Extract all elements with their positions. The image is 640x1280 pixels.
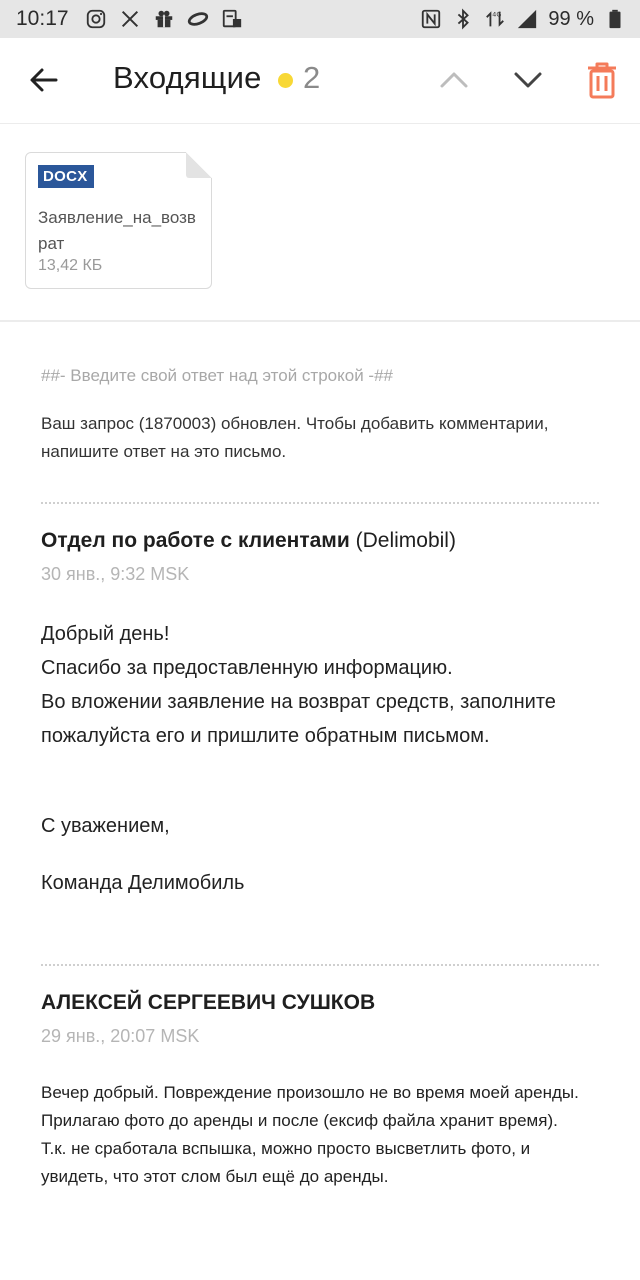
back-button[interactable] [26, 62, 62, 98]
chevron-up-icon [436, 62, 472, 98]
attachment-card[interactable] [25, 152, 212, 289]
bluetooth-icon [452, 8, 474, 30]
message-closing: С уважением, [41, 815, 170, 837]
message-body [41, 1079, 601, 1191]
sim-card-icon [221, 8, 243, 30]
message-sender [41, 991, 375, 1015]
message-line: Т.к. не сработала вспышка, можно просто высветлить фото, и увидеть, что этот слом был ещё до аренды. [41, 1139, 531, 1186]
previous-message-button[interactable] [436, 62, 472, 98]
arrow-left-icon [26, 62, 62, 98]
gift-icon [153, 8, 175, 30]
message-date: 29 янв., 20:07 MSK [41, 1026, 200, 1046]
message-signature: Команда Делимобиль [41, 872, 245, 894]
chevron-down-icon [510, 62, 546, 98]
message-line: Спасибо за предоставленную информацию. [41, 657, 453, 679]
sender-name: Отдел по работе с клиентами [41, 529, 350, 552]
reply-separator-line: ##- Введите свой ответ над этой строкой -## [41, 366, 393, 385]
status-bar [0, 0, 640, 38]
x-logo-icon [119, 8, 141, 30]
next-message-button[interactable] [510, 62, 546, 98]
signal-icon [516, 8, 538, 30]
instagram-icon [85, 8, 107, 30]
svg-text:4G: 4G [492, 10, 502, 19]
trash-icon [584, 60, 620, 100]
attachment-name: Заявление_на_возврат [38, 208, 196, 253]
battery-percentage: 99 % [548, 7, 594, 30]
request-notice: Ваш запрос (1870003) обновлен. Чтобы добавить комментарии, напишите ответ на это письмо. [41, 414, 549, 461]
file-type-badge: DOCX [38, 165, 94, 188]
message-sender [41, 529, 456, 553]
message-line: Прилагаю фото до аренды и после (ексиф файла хранит время). [41, 1111, 558, 1130]
unread-count: 2 [303, 60, 321, 95]
battery-icon [604, 8, 626, 30]
nfc-icon [420, 8, 442, 30]
status-time: 10:17 [16, 7, 69, 30]
sender-organization: (Delimobil) [349, 529, 456, 552]
message-body [41, 617, 601, 753]
app-bar [0, 38, 640, 124]
sender-name: АЛЕКСЕЙ СЕРГЕЕВИЧ СУШКОВ [41, 991, 376, 1014]
message-greeting: Добрый день! [41, 623, 170, 645]
delete-button[interactable] [584, 60, 620, 100]
message-line: Во вложении заявление на возврат средств, заполните пожалуйста его и пришлите обратным письмом. [41, 691, 556, 747]
folder-title: Входящие [113, 60, 262, 95]
message-divider [41, 964, 599, 966]
mobile-data-4g-icon [484, 8, 506, 30]
page-fold-icon [186, 152, 212, 178]
unread-indicator-dot [278, 73, 293, 88]
message-divider [41, 502, 599, 504]
attachment-size: 13,42 КБ [38, 257, 103, 274]
message-line: Вечер добрый. Повреждение произошло не во время моей аренды. [41, 1083, 579, 1102]
swoosh-app-icon [187, 8, 209, 30]
divider [0, 320, 640, 322]
message-date: 30 янв., 9:32 MSK [41, 564, 190, 584]
